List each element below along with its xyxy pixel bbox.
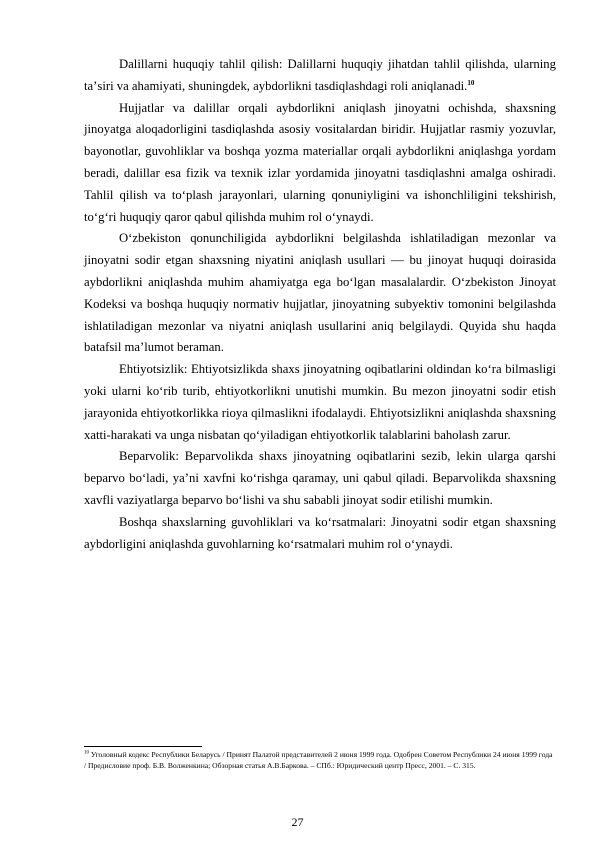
paragraph-uzbek-legislation: Oʻzbekiston qonunchiligida aybdorlikni belgilashda ishlatiladigan mezonlar va jinoyatni sodir etgan shaxsning niyatini aniqlash usullari — bu jinoyat huquqi doirasida aybdorlikni aniqlashda muhim ahamiyatga ega boʻlgan masalalardir. Oʻzbekiston Jinoyat Kodeksi va boshqa huquqiy normativ hujjatlar, jinoyatning subyektiv tomonini belgilashda ishlatiladigan mezonlar va niyatni aniqlash usullarini aniq belgilaydi. Quyida shu haqda batafsil maʼlumot beraman. xyxy=(84,231,556,355)
page-number: 27 xyxy=(291,815,304,829)
footnote-separator xyxy=(84,746,202,747)
footnote xyxy=(84,750,556,771)
paragraph-negligence: Ehtiyotsizlik: Ehtiyotsizlikda shaxs jinoyatning oqibatlarini oldindan koʻra bilmasligi yoki ularni koʻrib turib, ehtiyotkorlikni unutishi mumkin. Bu mezon jinoyatni sodir etish jarayonida ehtiyotkorlikka rioya qilmaslikni ifodalaydi. Ehtiyotsizlikni aniqlashda shaxsning xatti-harakati va unga nisbatan qoʻyiladigan ehtiyotkorlik talablarini baholash zarur. xyxy=(84,362,556,442)
footnote-number: 10 xyxy=(84,750,89,756)
paragraph-witness-testimony: Boshqa shaxslarning guvohliklari va koʻrsatmalari: Jinoyatni sodir etgan shaxsning aybdorligini aniqlashda guvohlarning koʻrsatmalari muhim rol oʻynaydi. xyxy=(84,514,556,551)
paragraph-legal-analysis xyxy=(84,54,556,98)
paragraph-documents-evidence: Hujjatlar va dalillar orqali aybdorlikni aniqlash jinoyatni ochishda, shaxsning jinoyatga aloqadorligini tasdiqlashda asosiy vositalardan biridir. Hujjatlar rasmiy yozuvlar, bayonotlar, guvohliklar va boshqa yozma materiallar orqali aybdorlikni aniqlashga yordam beradi, dalillar esa fizik va texnik izlar yordamida jinoyatni tasdiqlashni amalga oshiradi. Tahlil qilish va toʻplash jarayonlari, ularning qonuniyligini va ishonchliligini tekshirish, toʻgʻri huquqiy qaror qabul qilishda muhim rol oʻynaydi. xyxy=(84,100,556,224)
paragraph-carelessness: Beparvolik: Beparvolikda shaxs jinoyatning oqibatlarini sezib, lekin ularga qarshi beparvo boʻladi, yaʼni xavfni koʻrishga qaramay, uni qabul qiladi. Beparvolikda shaxsning xavfli vaziyatlarga beparvo boʻlishi va shu sababli jinoyat sodir etilishi mumkin. xyxy=(84,449,556,507)
body-text xyxy=(84,54,556,555)
paragraph-text: Dalillarni huquqiy tahlil qilish: Dalillarni huquqiy jihatdan tahlil qilishda, ularning taʼsiri va ahamiyati, shuningdek, aybdorlikni tasdiqlashdagi roli aniqlanadi. xyxy=(84,57,556,93)
footnote-reference[interactable]: 10 xyxy=(467,78,475,87)
footnote-text: Уголовный кодекс Республики Беларусь / Принят Палатой представителей 2 июня 1999 года. Одобрен Советом Республики 24 июня 1999 года / Предисловие проф. Б.В. Волженкина; Обзорная статья А.В.Баркова. – СПб.: Юридический центр Пресс, 2001. – С. 315. xyxy=(84,750,553,770)
